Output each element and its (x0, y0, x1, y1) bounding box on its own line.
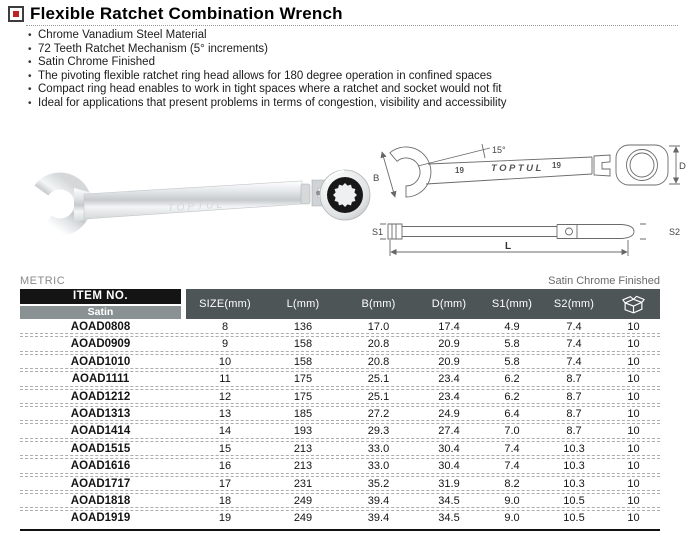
brand-logo: TOPTUL (491, 163, 544, 174)
size-cell: 11 (219, 373, 231, 386)
wrench-shaft (84, 181, 302, 219)
s1-cell: 4.9 (504, 321, 520, 333)
qty-cell: 10 (627, 512, 640, 525)
size-cell: 8 (221, 321, 229, 333)
dim-b-label: B (373, 173, 380, 184)
item-no-cell: AOAD0808 (70, 321, 131, 333)
item-no-cell: AOAD1313 (70, 407, 131, 420)
s2-cell: 8.7 (566, 373, 582, 386)
feature-list (28, 29, 507, 110)
ring-inner-circle (630, 153, 654, 177)
b-cell: 25.1 (367, 390, 390, 403)
s2-cell: 10.3 (563, 477, 585, 490)
b-cell: 29.3 (367, 425, 390, 438)
item-no-cell: AOAD0909 (70, 338, 131, 351)
l-cell: 185 (293, 407, 313, 420)
s1-cell: 6.2 (504, 373, 520, 386)
col-header-d: D(mm) (415, 289, 483, 319)
dim-d-label: D (679, 161, 686, 172)
s1-cell: 9.0 (504, 494, 520, 507)
l-cell: 193 (293, 425, 313, 438)
b-cell: 20.8 (367, 338, 390, 351)
s1-cell: 7.4 (504, 460, 520, 473)
qty-cell: 10 (627, 373, 640, 386)
section-bullet-red-square (13, 11, 19, 17)
s2-cell: 7.4 (566, 321, 582, 333)
d-cell: 20.9 (438, 355, 460, 368)
s1-cell: 5.8 (504, 338, 520, 351)
l-cell: 175 (293, 390, 313, 403)
table-row (20, 371, 660, 388)
size-cell: 16 (218, 460, 232, 473)
col-header-size: SIZE(mm) (186, 289, 264, 319)
ring-head-outline (616, 145, 668, 185)
s2-cell: 10.5 (563, 512, 585, 525)
b-cell: 25.1 (367, 373, 390, 386)
table-row (20, 336, 660, 353)
qty-cell: 10 (627, 477, 640, 490)
technical-drawing-top (372, 142, 687, 208)
s1-cell: 6.2 (504, 390, 520, 403)
table-bottom-rule (20, 529, 660, 531)
box-icon (622, 295, 645, 314)
table-row (20, 319, 660, 336)
table-row (20, 493, 660, 510)
dim-s2-label: S2 (669, 227, 681, 237)
l-cell: 158 (293, 338, 313, 351)
size-cell: 14 (218, 425, 232, 438)
stamp-right: 19 (552, 161, 561, 170)
angle-label: 15° (492, 145, 506, 155)
feature-item: • Chrome Vanadium Steel Material (28, 29, 507, 43)
title-row (8, 4, 343, 24)
s2-cell: 8.7 (566, 407, 582, 420)
l-cell: 213 (293, 460, 313, 473)
d-cell: 34.5 (438, 512, 460, 525)
s2-cell: 8.7 (566, 390, 582, 403)
open-end-outline (390, 147, 431, 197)
item-no-cell: AOAD1616 (70, 460, 131, 473)
side-rounded-end (622, 225, 634, 239)
feature-item: • Compact ring head enables to work in tight spaces where a ratchet and socket would not fit (28, 83, 507, 97)
qty-cell: 10 (627, 407, 640, 420)
item-no-subheader: Satin (20, 306, 181, 319)
l-cell: 175 (293, 373, 313, 386)
size-cell: 13 (218, 407, 232, 420)
qty-cell: 10 (627, 390, 640, 403)
size-cell: 15 (218, 442, 232, 455)
d-cell: 31.9 (438, 477, 460, 490)
s2-cell: 10.3 (563, 442, 585, 455)
item-no-cell: AOAD1414 (70, 425, 131, 438)
product-photo (18, 138, 372, 272)
b-cell: 35.2 (367, 477, 390, 490)
qty-cell: 10 (627, 460, 640, 473)
table-header (20, 289, 660, 319)
table-row (20, 510, 660, 527)
table-row (20, 458, 660, 475)
size-cell: 17 (218, 477, 232, 490)
item-no-cell: AOAD1010 (70, 355, 131, 368)
col-header-s2: S2(mm) (541, 289, 607, 319)
feature-item: • Ideal for applications that present problems in terms of congestion, visibility and accessibility (28, 97, 507, 111)
side-left-head (388, 224, 402, 239)
item-no-cell: AOAD1212 (70, 390, 131, 403)
col-header-qty (607, 289, 660, 319)
d-cell: 24.9 (438, 407, 460, 420)
d-cell: 34.5 (438, 494, 460, 507)
qty-cell: 10 (627, 425, 640, 438)
qty-cell: 10 (627, 321, 640, 333)
l-cell: 213 (293, 442, 313, 455)
s1-cell: 6.4 (504, 407, 520, 420)
l-cell: 249 (293, 494, 313, 507)
b-cell: 39.4 (367, 494, 390, 507)
s2-cell: 7.4 (566, 355, 582, 368)
side-pivot-pin (566, 228, 573, 235)
s1-cell: 5.8 (504, 355, 520, 368)
flex-joint (301, 184, 310, 204)
size-cell: 9 (221, 338, 229, 351)
title-dotted-rule (26, 25, 678, 26)
item-no-header: ITEM NO. (20, 289, 181, 304)
l-cell: 158 (293, 355, 313, 368)
feature-item: • The pivoting flexible ratchet ring head allows for 180 degree operation in confined spaces (28, 70, 507, 84)
item-no-header-block (20, 289, 181, 319)
l-cell: 136 (293, 321, 313, 333)
size-cell: 18 (218, 494, 232, 507)
dim-l-label: L (505, 241, 512, 252)
qty-cell: 10 (627, 494, 640, 507)
side-shaft (402, 227, 557, 237)
d-cell: 30.4 (438, 460, 460, 473)
d-cell: 27.4 (438, 425, 460, 438)
table-row (20, 354, 660, 371)
s2-ticks (640, 224, 646, 239)
item-no-cell: AOAD1818 (70, 494, 131, 507)
table-row (20, 476, 660, 493)
item-no-cell: AOAD1919 (70, 512, 131, 525)
d-cell: 17.4 (438, 321, 460, 333)
l-cell: 231 (293, 477, 313, 490)
feature-item: • Satin Chrome Finished (28, 56, 507, 70)
ring-outer-circle (627, 150, 658, 181)
qty-cell: 10 (627, 355, 640, 368)
d-cell: 30.4 (438, 442, 460, 455)
dim-s1-label: S1 (372, 227, 384, 237)
table-row (20, 441, 660, 458)
b-cell: 27.2 (367, 407, 390, 420)
b-cell: 33.0 (367, 442, 390, 455)
side-head-section (557, 225, 622, 239)
col-header-s1: S1(mm) (483, 289, 541, 319)
qty-cell: 10 (627, 338, 640, 351)
table-body (20, 319, 660, 528)
size-cell: 12 (218, 390, 232, 403)
table-row (20, 389, 660, 406)
section-bullet-icon (8, 6, 24, 22)
s1-cell: 7.4 (504, 442, 520, 455)
technical-drawing-side (372, 212, 687, 268)
size-cell: 10 (218, 355, 232, 368)
s2-cell: 10.3 (563, 460, 585, 473)
finish-label: Satin Chrome Finished (548, 275, 660, 287)
page-title: Flexible Ratchet Combination Wrench (30, 4, 343, 23)
s1-cell: 7.0 (504, 425, 520, 438)
shaft-marking: TOPTUL (167, 199, 226, 214)
b-cell: 39.4 (367, 512, 390, 525)
s1-cell: 9.0 (504, 512, 520, 525)
table-row (20, 406, 660, 423)
size-cell: 19 (218, 512, 232, 525)
item-no-cell: AOAD1111 (71, 373, 130, 386)
spec-table (20, 289, 660, 531)
feature-item: • 72 Teeth Ratchet Mechanism (5° increments) (28, 43, 507, 57)
table-row (20, 423, 660, 440)
clevis-outline (592, 155, 610, 176)
item-no-cell: AOAD1515 (70, 442, 131, 455)
stamp-left: 19 (455, 166, 464, 175)
s2-cell: 10.5 (563, 494, 585, 507)
s2-cell: 7.4 (566, 338, 582, 351)
d-cell: 20.9 (438, 338, 460, 351)
d-cell: 23.4 (438, 373, 460, 386)
metric-label: METRIC (20, 275, 66, 287)
s2-cell: 8.7 (566, 425, 582, 438)
col-header-b: B(mm) (342, 289, 415, 319)
qty-cell: 10 (627, 442, 640, 455)
l-cell: 249 (293, 512, 313, 525)
b-dimension-line (382, 152, 395, 197)
b-cell: 17.0 (367, 321, 390, 333)
b-cell: 33.0 (367, 460, 390, 473)
item-no-cell: AOAD1717 (70, 477, 131, 490)
b-cell: 20.8 (367, 355, 390, 368)
s1-cell: 8.2 (504, 477, 520, 490)
d-cell: 23.4 (438, 390, 460, 403)
col-header-l: L(mm) (264, 289, 342, 319)
